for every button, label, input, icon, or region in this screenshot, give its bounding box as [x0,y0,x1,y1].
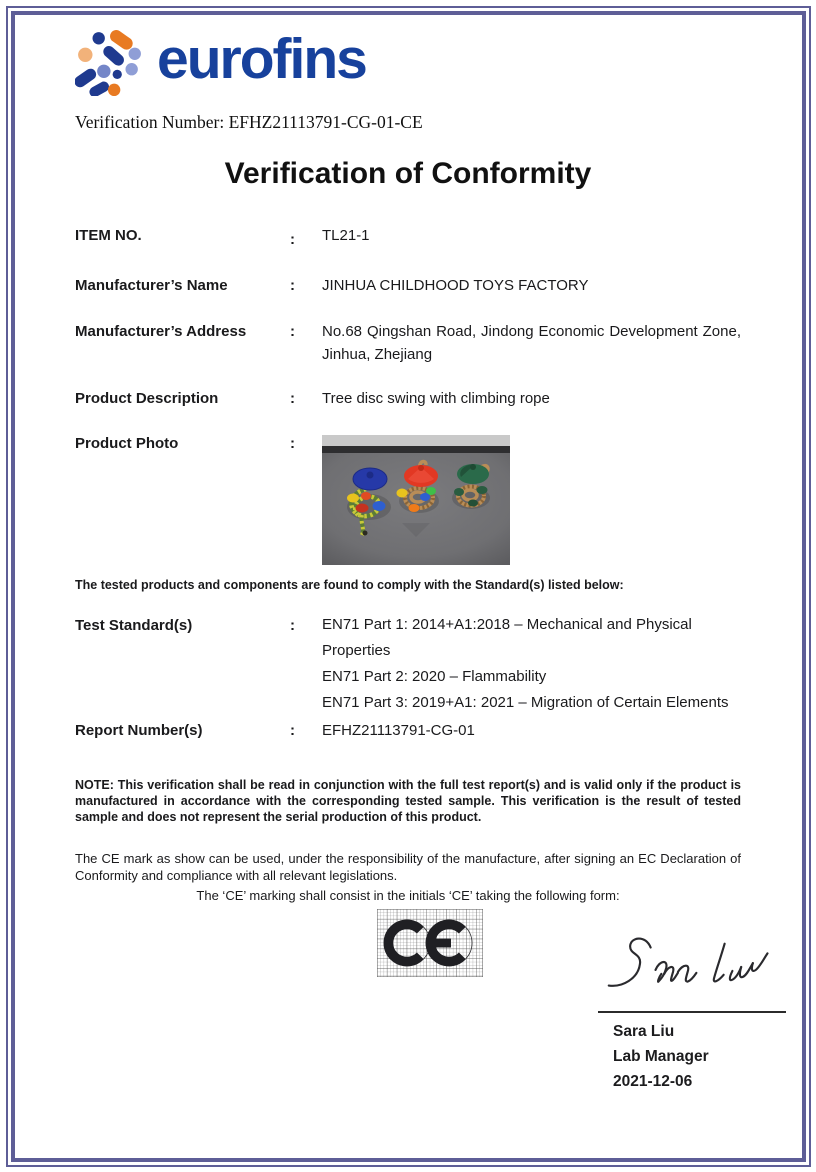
verification-number-value: EFHZ21113791-CG-01-CE [228,112,423,132]
product-photo-image [322,435,510,565]
signatory-details [598,1019,786,1094]
row-manufacturer-address [75,323,741,363]
manufacturer-address-value [322,323,741,363]
manufacturer-name-value: JINHUA CHILDHOOD TOYS FACTORY [322,277,589,294]
row-product-photo [75,435,741,565]
row-product-description [75,390,741,407]
test-standards-colon: : [290,617,295,634]
product-photo-value [322,435,741,565]
eurofins-wordmark: eurofins [157,26,366,91]
address-line-2: Jinhua, Zhejiang [322,346,433,363]
signature-line [598,1011,786,1013]
signature-date: 2021-12-06 [613,1073,693,1090]
product-photo-label: Product Photo [75,435,179,452]
test-standards-label: Test Standard(s) [75,617,193,634]
eurofins-logo [75,28,741,96]
report-number-value: EFHZ21113791-CG-01 [322,722,475,739]
note-paragraph: NOTE: This verification shall be read in conjunction with the full test report(s) and is valid only if the product is manufactured in accordance with the corresponding tested sample. This verification is the result of tested sample and does not represent the serial production of this product. [75,778,741,824]
product-description-label: Product Description [75,390,219,407]
bottom-section [75,905,741,1135]
verification-number-line [75,112,741,133]
verification-number-label: Verification Number: [75,112,225,132]
row-item-no [75,227,741,248]
manufacturer-name-colon: : [290,277,295,294]
signature-handwriting [600,929,785,1007]
report-number-colon: : [290,722,295,739]
certificate-content [75,0,741,1135]
row-manufacturer-name [75,277,741,294]
compliance-statement: The tested products and components are found to comply with the Standard(s) listed below: [75,578,624,592]
product-description-colon: : [290,390,295,407]
address-line-1: No.68 Qingshan Road, Jindong Economic Development Zone, [322,323,741,340]
test-standard-item: EN71 Part 3: 2019+A1: 2021 – Migration of Certain Elements [322,694,729,711]
item-no-label: ITEM NO. [75,227,142,244]
report-number-label: Report Number(s) [75,722,203,739]
signatory-title: Lab Manager [613,1048,709,1065]
page-title: Verification of Conformity [224,157,592,190]
info-rows [75,227,741,565]
eurofins-dots-icon [75,28,143,96]
signature-block [598,929,786,1094]
row-test-standards [75,612,741,716]
manufacturer-name-label: Manufacturer’s Name [75,277,228,294]
product-photo-colon: : [290,435,295,452]
ce-mark-icon [377,909,483,977]
manufacturer-address-label: Manufacturer’s Address [75,323,247,340]
item-no-colon: : [290,231,295,248]
ce-marking-instruction: The ‘CE’ marking shall consist in the initials ‘CE’ taking the following form: [196,888,620,903]
row-report-number [75,722,741,739]
ce-mark-paragraph: The CE mark as show can be used, under the responsibility of the manufacture, after signing an EC Declaration of Conformity and compliance with all relevant legislations. [75,851,741,883]
test-standards-list [322,612,741,716]
product-description-value: Tree disc swing with climbing rope [322,390,550,407]
signatory-name: Sara Liu [613,1023,675,1040]
test-standard-item: EN71 Part 2: 2020 – Flammability [322,668,547,685]
test-standard-item: EN71 Part 1: 2014+A1:2018 – Mechanical and Physical Properties [322,616,692,659]
manufacturer-address-colon: : [290,323,295,340]
item-no-value: TL21-1 [322,227,370,244]
